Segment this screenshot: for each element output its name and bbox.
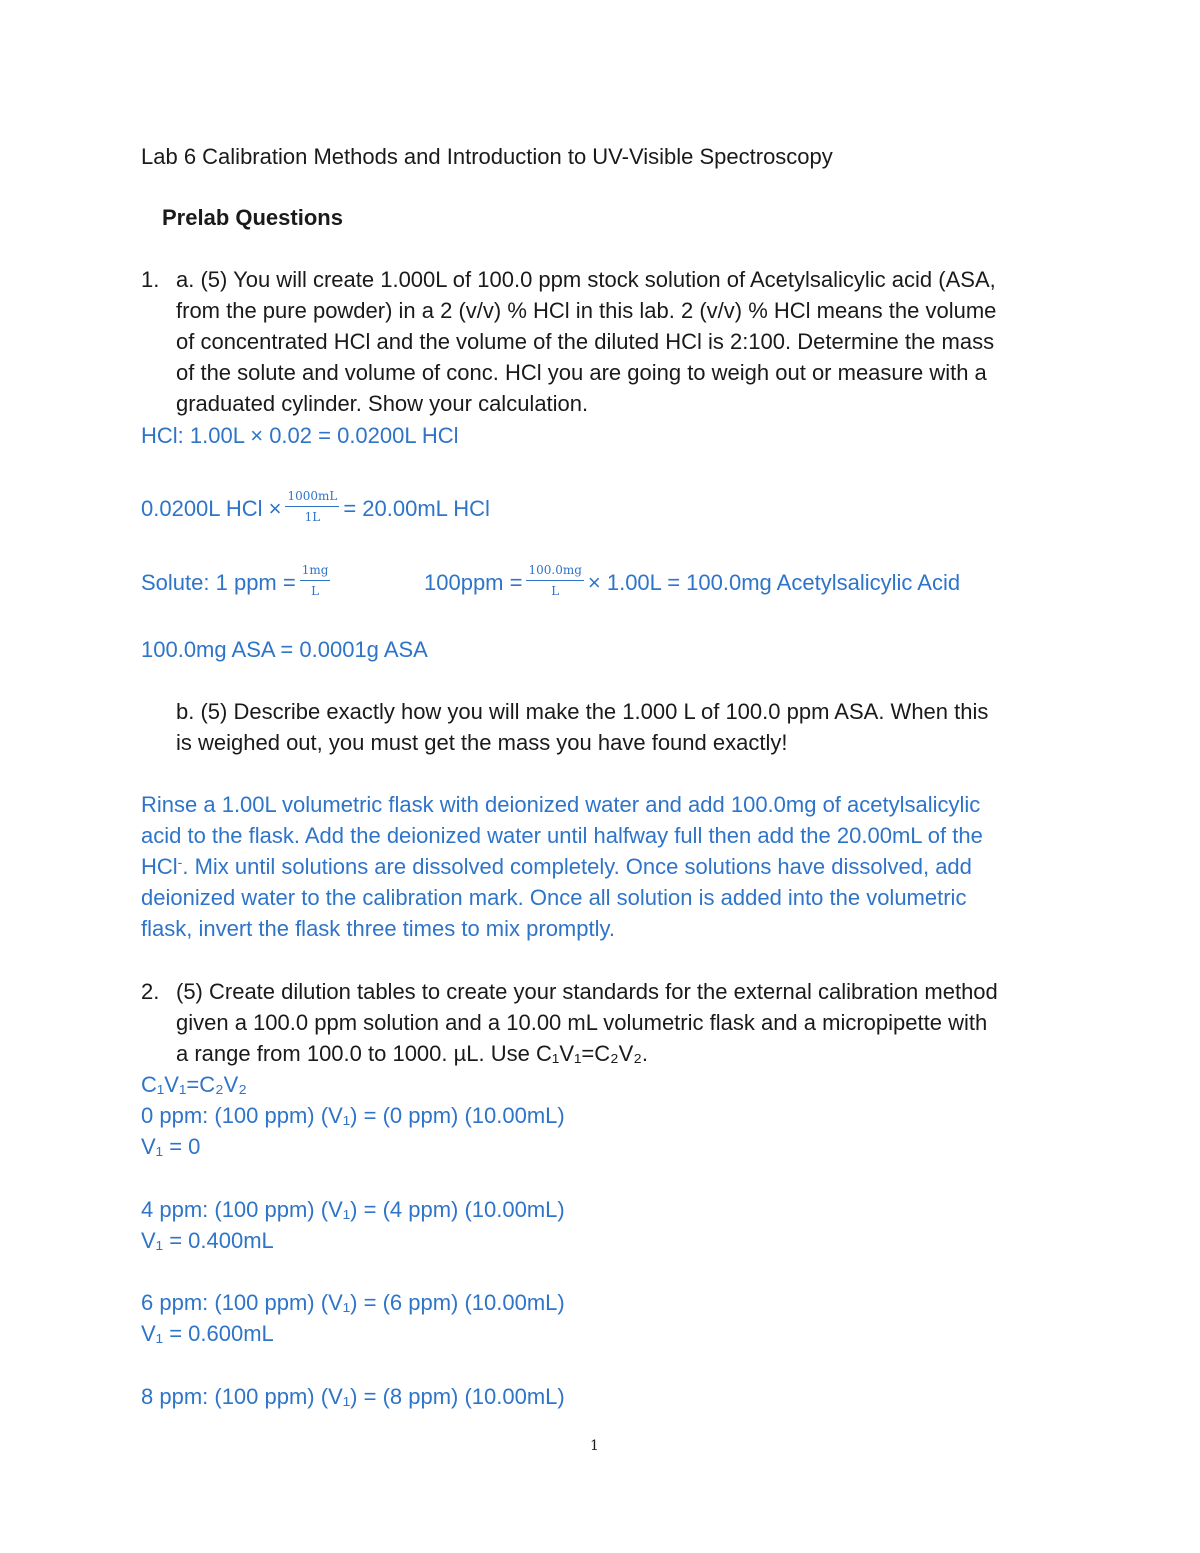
answer-1b-line-3-rest: . Mix until solutions are dissolved completely. Once solutions have dissolved, add (182, 854, 972, 879)
hcl-superscript: - (177, 854, 183, 870)
fraction-denominator: L (311, 584, 320, 598)
fraction-numerator: 100.0mg (526, 563, 583, 581)
solute-prefix: Solute: 1 ppm = (141, 569, 296, 595)
question-2-line-2: given a 100.0 ppm solution and a 10.00 mL volumetric flask and a micropipette with (176, 1010, 988, 1035)
hcl-ml-prefix: 0.0200L HCl × (141, 495, 282, 521)
answer-100ppm-mass (424, 563, 961, 602)
fraction-denominator: 1L (304, 510, 321, 524)
ppm-fraction (526, 563, 583, 599)
question-2-number: 2. (141, 979, 160, 1004)
dilution-6ppm-result: V₁ = 0.600mL (141, 1321, 274, 1346)
answer-1b-line-2: acid to the flask. Add the deionized water until halfway full then add the 20.00mL of the (141, 823, 983, 848)
answer-1b-line-1: Rinse a 1.00L volumetric flask with deionized water and add 100.0mg of acetylsalicylic (141, 792, 981, 817)
fraction-numerator: 1000mL (285, 489, 339, 507)
fraction-denominator: L (551, 584, 560, 598)
question-2-line-1: (5) Create dilution tables to create your standards for the external calibration method (176, 979, 998, 1004)
answer-solute-ppm (141, 563, 334, 602)
solute-fraction (300, 563, 331, 599)
page-title: Lab 6 Calibration Methods and Introduction to UV-Visible Spectroscopy (141, 144, 833, 169)
dilution-0ppm-equation: 0 ppm: (100 ppm) (V₁) = (0 ppm) (10.00mL) (141, 1103, 565, 1128)
answer-hcl-ml (141, 489, 490, 528)
question-1a-line-3: of concentrated HCl and the volume of the diluted HCl is 2:100. Determine the mass (176, 329, 995, 354)
prelab-heading: Prelab Questions (162, 205, 343, 230)
question-1-number: 1. (141, 267, 160, 292)
dilution-8ppm-equation: 8 ppm: (100 ppm) (V₁) = (8 ppm) (10.00mL) (141, 1384, 565, 1409)
ppm-prefix: 100ppm = (424, 569, 523, 595)
question-2-line-3: a range from 100.0 to 1000. µL. Use C₁V₁=C₂V₂. (176, 1041, 649, 1066)
answer-1b-line-3 (141, 853, 972, 881)
dilution-4ppm-result: V₁ = 0.400mL (141, 1228, 274, 1253)
question-1a-line-1: a. (5) You will create 1.000L of 100.0 ppm stock solution of Acetylsalicylic acid (ASA, (176, 267, 996, 292)
question-1b-line-1: b. (5) Describe exactly how you will make the 1.000 L of 100.0 ppm ASA. When this (176, 699, 989, 724)
dilution-6ppm-equation: 6 ppm: (100 ppm) (V₁) = (6 ppm) (10.00mL) (141, 1290, 565, 1315)
question-1a-line-4: of the solute and volume of conc. HCl you are going to weigh out or measure with a (176, 360, 987, 385)
ppm-suffix: × 1.00L = 100.0mg Acetylsalicylic Acid (587, 569, 961, 595)
dilution-formula: C₁V₁=C₂V₂ (141, 1072, 247, 1097)
hcl-ml-fraction (285, 489, 339, 525)
hcl-ml-suffix: = 20.00mL HCl (343, 495, 490, 521)
question-1b-line-2: is weighed out, you must get the mass you have found exactly! (176, 730, 788, 755)
answer-1b-line-5: flask, invert the flask three times to mix promptly. (141, 916, 615, 941)
fraction-numerator: 1mg (300, 563, 331, 581)
question-1a-line-2: from the pure powder) in a 2 (v/v) % HCl in this lab. 2 (v/v) % HCl means the volume (176, 298, 997, 323)
dilution-4ppm-equation: 4 ppm: (100 ppm) (V₁) = (4 ppm) (10.00mL) (141, 1197, 565, 1222)
answer-asa-grams: 100.0mg ASA = 0.0001g ASA (141, 637, 428, 662)
question-1a-line-5: graduated cylinder. Show your calculation. (176, 391, 589, 416)
answer-1b-line-4: deionized water to the calibration mark. Once all solution is added into the volumetric (141, 885, 967, 910)
answer-hcl-volume: HCl: 1.00L × 0.02 = 0.0200L HCl (141, 423, 459, 448)
hcl-text: HCl (141, 854, 178, 879)
page-number: 1 (590, 1438, 599, 1454)
dilution-0ppm-result: V₁ = 0 (141, 1134, 201, 1159)
